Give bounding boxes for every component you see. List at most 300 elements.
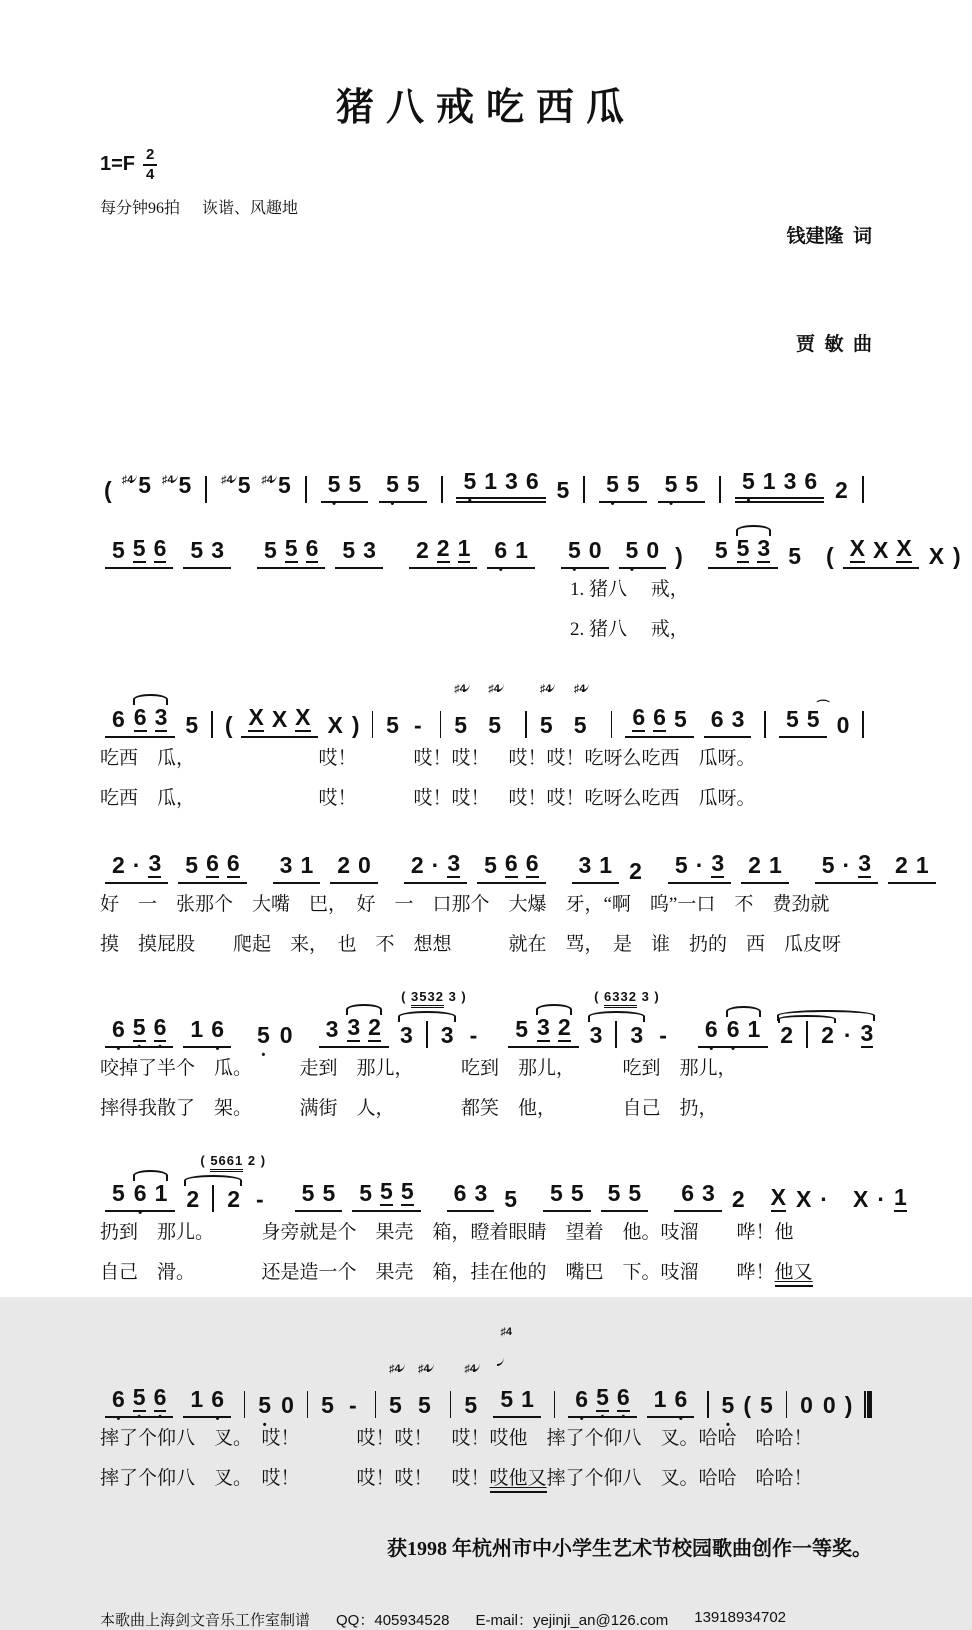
music-symbol: · — [431, 851, 440, 878]
note-number: 5 — [359, 1179, 373, 1206]
note-number: 5 — [628, 1179, 642, 1206]
note-number: 2 — [368, 1013, 381, 1040]
note — [437, 535, 450, 563]
note — [122, 472, 151, 503]
notes-row — [100, 849, 929, 884]
note-number: 0 — [588, 536, 602, 563]
note-number: 1 — [300, 851, 314, 878]
slur-group — [774, 1021, 840, 1048]
note — [380, 1178, 393, 1206]
slur-group — [732, 535, 776, 563]
music-symbol: · — [820, 1185, 828, 1212]
footer — [100, 1609, 872, 1630]
note-number: 6 — [575, 1385, 589, 1412]
note-number: 2 — [410, 851, 424, 878]
note — [568, 537, 581, 563]
note-number: X — [327, 711, 343, 738]
note-number: 6 — [153, 1383, 167, 1410]
note-number: 5 — [673, 705, 687, 732]
lyrics-text: 好 一 张那个 大嘴 巴， 好 一 口那个 大爆 牙，“啊 呜”一口 不 费劲就 — [100, 893, 830, 915]
note-number: 3 — [731, 705, 745, 732]
grace-note: ♯4 — [261, 474, 277, 486]
note — [342, 537, 355, 563]
barline — [611, 711, 613, 738]
note — [133, 535, 146, 563]
note — [441, 1022, 454, 1048]
note — [629, 858, 642, 884]
lyrics-text: 他又 — [775, 1262, 813, 1287]
note — [155, 1180, 168, 1206]
note — [185, 852, 198, 878]
note-number: 5 — [190, 536, 204, 563]
system-7 — [100, 1324, 872, 1498]
note — [526, 468, 539, 494]
note — [386, 712, 399, 738]
note-number: 5 — [664, 470, 678, 497]
note-number: 5 — [263, 536, 277, 563]
note — [837, 712, 850, 738]
note-number: 3 — [757, 534, 771, 561]
note — [285, 535, 298, 563]
time-signature-numerator: 2 — [143, 147, 157, 166]
lyrics-text: 哎他又 — [490, 1468, 547, 1493]
note-number: 5 — [348, 470, 362, 497]
beam-group — [379, 471, 427, 503]
slur-group — [722, 1016, 766, 1042]
slur-group — [773, 1020, 879, 1048]
note-number: 5 — [380, 1177, 393, 1204]
ossia-text: ( — [200, 1152, 211, 1168]
note — [800, 1392, 813, 1418]
note — [322, 1180, 335, 1206]
ossia-annotation — [594, 984, 660, 1010]
note — [363, 537, 376, 563]
note-number: 5 — [606, 470, 619, 497]
note — [628, 1180, 641, 1206]
lyricist-credit: 钱建隆 词 — [786, 226, 872, 248]
note-number: 6 — [112, 1385, 125, 1412]
note-number: 5 — [185, 851, 199, 878]
note — [796, 1186, 811, 1212]
note-number: 5 — [284, 534, 298, 561]
note — [737, 535, 750, 563]
note-number: 1 — [762, 467, 776, 494]
beam-group — [779, 706, 827, 738]
note-number: 5 — [400, 1177, 414, 1204]
note-number: 2 — [227, 1185, 240, 1212]
beam-group — [409, 535, 477, 569]
note — [850, 535, 865, 563]
note — [504, 1186, 517, 1212]
music-symbol: ( — [826, 542, 834, 569]
lyrics-row — [100, 611, 872, 649]
beam-group — [183, 1386, 231, 1418]
note — [727, 1016, 740, 1042]
note — [484, 468, 497, 494]
barline — [719, 476, 721, 503]
note — [715, 537, 728, 563]
note-number: 6 — [704, 1015, 718, 1042]
beam-group — [295, 1180, 343, 1212]
beam-group — [625, 704, 693, 738]
note — [807, 706, 820, 732]
note-number: 5 — [570, 1179, 584, 1206]
beam-group — [456, 468, 545, 503]
footer-studio: 本歌曲上海剑文音乐工作室制谱 — [100, 1611, 311, 1629]
expression-marking: 诙谐、风趣地 — [202, 199, 299, 217]
note-number: 5 — [406, 470, 420, 497]
barline — [806, 1021, 808, 1048]
note — [306, 535, 319, 563]
beam-group — [319, 1014, 389, 1048]
music-symbol: ) — [351, 711, 360, 738]
note — [227, 850, 240, 878]
note-number: 6 — [653, 703, 666, 730]
grace-note: ♯4 — [122, 474, 138, 486]
note — [454, 681, 478, 738]
note-number: 3 — [447, 849, 461, 876]
note — [112, 1386, 125, 1412]
note — [748, 852, 761, 878]
notes-row — [100, 468, 872, 503]
beam-group — [183, 1016, 231, 1048]
barline — [375, 1391, 376, 1418]
note — [227, 1186, 240, 1212]
ossia-text: 3 ) — [443, 988, 467, 1004]
note — [368, 1014, 381, 1042]
note — [358, 852, 371, 878]
note — [206, 850, 219, 878]
beam-group — [178, 850, 246, 884]
beam-group — [561, 537, 609, 569]
key-signature — [100, 147, 316, 183]
note — [685, 471, 698, 497]
ossia-notes: 5661 — [210, 1153, 243, 1172]
beam-group — [647, 1386, 695, 1418]
note-number: 3 — [148, 849, 162, 876]
note-number: 2 — [415, 536, 429, 563]
note-number: X — [873, 536, 889, 563]
barline — [372, 711, 374, 738]
barline — [862, 711, 864, 738]
footer-phone: 13918934702 — [694, 1608, 787, 1626]
note-number: X — [896, 534, 912, 561]
note-number: 6 — [133, 703, 147, 730]
note-number: 2 — [835, 476, 848, 503]
note — [348, 471, 361, 497]
award-note: 获1998 年杭州市中小学生艺术节校园歌曲创作一等奖。 — [387, 1537, 872, 1560]
note — [711, 850, 724, 878]
note-number: 2 — [337, 851, 351, 878]
note-number: X — [849, 534, 866, 561]
music-symbol: - — [348, 1391, 357, 1418]
note-number: 6 — [632, 703, 646, 730]
barline — [525, 711, 527, 738]
barline — [764, 711, 766, 738]
beam-group — [321, 471, 369, 503]
note — [702, 1180, 715, 1206]
music-symbol: ( — [104, 476, 112, 503]
note-number: 0 — [281, 1391, 294, 1418]
lyrics-row — [100, 1460, 872, 1498]
note-number: 5 — [567, 536, 581, 563]
beam-group — [704, 706, 752, 738]
note — [134, 704, 147, 732]
note-number: 5 — [625, 536, 639, 563]
note — [630, 1022, 643, 1048]
note-number: 5 — [327, 470, 341, 497]
note — [447, 850, 460, 878]
note-number: 6 — [153, 534, 167, 561]
note — [822, 852, 835, 878]
note-number: 1 — [653, 1385, 667, 1412]
note — [916, 852, 929, 878]
lyrics-row — [100, 1254, 872, 1292]
grace-note: ♯4 — [464, 1363, 480, 1375]
system-3 — [100, 681, 872, 818]
barline — [426, 1021, 428, 1048]
lyrics-row — [100, 1050, 872, 1088]
beam-group — [543, 1180, 591, 1212]
note-number: 5 — [721, 1391, 735, 1418]
note-number: X — [928, 542, 945, 569]
final-barline — [864, 1391, 872, 1418]
barline — [305, 476, 307, 503]
note — [190, 1016, 203, 1042]
note-number: 1 — [190, 1385, 204, 1412]
page-title: 猪八戒吃西瓜 — [335, 87, 636, 129]
lyrics-text: 摔得我散了 架。 满街 人， 都笑 他， 自己 扔， — [100, 1097, 718, 1119]
grace-note: ♯4 — [488, 683, 504, 695]
note — [521, 1386, 534, 1412]
note-number: 6 — [681, 1179, 695, 1206]
note — [133, 1384, 146, 1412]
note — [416, 537, 429, 563]
lyrics-row — [100, 780, 872, 818]
note-number: 6 — [525, 467, 539, 494]
beam-group — [888, 852, 936, 884]
slur-group — [584, 1021, 650, 1048]
note — [261, 472, 290, 503]
note-number: X — [852, 1185, 869, 1212]
grace-note: ♯4 — [454, 683, 470, 695]
note-number: 6 — [211, 1015, 224, 1042]
note-number: 5 — [714, 536, 728, 563]
note-number: 5 — [785, 705, 799, 732]
note — [617, 1384, 630, 1412]
note — [665, 471, 678, 497]
note — [895, 852, 908, 878]
note-number: 6 — [211, 1385, 224, 1412]
note — [747, 1016, 760, 1042]
note — [221, 472, 250, 503]
note-number: 1 — [915, 851, 929, 878]
lyrics-text: 咬掉了半个 瓜。 走到 那儿， 吃到 那儿， 吃到 那儿， — [100, 1057, 737, 1079]
barline — [244, 1391, 245, 1418]
beam-group — [658, 471, 706, 503]
note-number: 3 — [363, 536, 376, 563]
lyrics-text: 摸 摸屁股 爬起 来， 也 不 想想 就在 骂， 是 谁 扔的 西 瓜皮呀 — [100, 933, 842, 955]
note — [302, 1180, 315, 1206]
note-number: 5 — [322, 1179, 336, 1206]
ossia-text: 3 ) — [636, 988, 660, 1004]
note — [873, 537, 888, 563]
note-number: 6 — [525, 849, 539, 876]
note — [328, 712, 343, 738]
notes-row — [100, 988, 874, 1048]
note — [458, 535, 471, 563]
note-number: 1 — [484, 467, 498, 494]
note-number: 5 — [321, 1391, 334, 1418]
note — [515, 1016, 528, 1042]
tempo-line — [100, 195, 316, 218]
note-number: 3 — [783, 467, 797, 494]
note — [596, 1384, 609, 1412]
lyrics-text: 吃西 瓜， 哎！ 哎！哎！ 哎！哎！吃呀么吃西 瓜呀。 — [100, 787, 756, 809]
barline — [450, 1391, 451, 1418]
lyrics-text: 2. 猪八 戒， — [570, 618, 689, 640]
note-number: 5 — [112, 1179, 125, 1206]
beam-group — [708, 535, 778, 569]
note-number: 5 — [573, 711, 587, 738]
barline — [707, 1391, 708, 1418]
key-tempo-block — [100, 147, 316, 218]
note — [112, 1016, 125, 1042]
note — [771, 1184, 786, 1212]
note-number: 3 — [505, 467, 518, 494]
note — [328, 471, 341, 497]
note — [133, 1014, 146, 1042]
note-number: 5 — [258, 1391, 272, 1418]
note-number: 5 — [138, 471, 151, 498]
note-number: 5 — [821, 851, 835, 878]
tempo-marking: 每分钟96拍 — [100, 199, 181, 217]
note-number: 5 — [806, 705, 820, 732]
note-number: 3 — [630, 1021, 644, 1048]
note — [148, 850, 161, 878]
note — [280, 1022, 293, 1048]
note — [763, 468, 776, 494]
note — [134, 1180, 147, 1206]
note-number: 6 — [494, 536, 508, 563]
note — [389, 1361, 408, 1418]
key-label: 1=F — [100, 153, 136, 176]
note — [627, 471, 640, 497]
note-number: 0 — [646, 536, 660, 563]
note — [606, 471, 619, 497]
note — [853, 1186, 868, 1212]
time-signature-denominator: 4 — [146, 165, 155, 183]
note-number: 6 — [726, 1015, 740, 1042]
note — [823, 1392, 836, 1418]
note — [211, 537, 224, 563]
note-number: 2 — [895, 851, 908, 878]
note — [326, 1016, 339, 1042]
note-number: 3 — [711, 849, 725, 876]
lyrics-row — [100, 740, 872, 778]
note — [418, 1361, 437, 1418]
music-symbol: - — [659, 1021, 667, 1048]
note — [257, 1022, 270, 1048]
note-number: 3 — [537, 1013, 550, 1040]
beam-group — [105, 704, 175, 738]
grace-note: ♯4 — [221, 474, 237, 486]
beam-group — [815, 850, 878, 884]
note-number: 3 — [279, 851, 293, 878]
beam-group — [668, 850, 731, 884]
note-number: 6 — [153, 1013, 167, 1040]
note-number: 0 — [822, 1391, 836, 1418]
note-number: 3 — [858, 849, 872, 876]
note — [571, 1180, 584, 1206]
note-number: 5 — [454, 711, 468, 738]
note — [400, 1022, 413, 1048]
note-number: 5 — [237, 471, 251, 498]
note-number: 2 — [436, 534, 450, 561]
note — [359, 1180, 372, 1206]
beam-group — [404, 850, 467, 884]
note-number: 5 — [741, 467, 755, 494]
system-2 — [100, 534, 961, 649]
beam-group — [105, 1384, 173, 1418]
beam-group — [477, 850, 545, 884]
barline — [554, 1391, 555, 1418]
music-symbol: · — [132, 851, 141, 878]
beam-group — [698, 1016, 768, 1048]
lyrics-row — [100, 1090, 872, 1128]
note — [894, 1184, 907, 1212]
note-number: 5 — [463, 467, 477, 494]
note — [112, 537, 125, 563]
barline — [205, 476, 207, 503]
note — [896, 535, 911, 563]
music-symbol: ) — [953, 542, 961, 569]
barline — [441, 476, 443, 503]
note-number: 5 — [550, 1179, 563, 1206]
barline — [786, 1391, 787, 1418]
note — [190, 1386, 203, 1412]
barline — [212, 1185, 214, 1212]
note — [674, 706, 687, 732]
note — [574, 681, 598, 738]
beam-group — [599, 471, 647, 503]
lyrics-text: 吃西 瓜， 哎！ 哎！哎！ 哎！哎！吃呀么吃西 瓜呀。 — [100, 747, 756, 769]
note-number: 0 — [800, 1391, 813, 1418]
note-number: 3 — [578, 851, 592, 878]
note-number: 5 — [464, 1391, 478, 1418]
note-number: 5 — [788, 542, 801, 569]
system-4 — [100, 849, 929, 964]
note-number: 2 — [629, 857, 642, 884]
note-number: X — [795, 1185, 812, 1212]
note — [784, 468, 797, 494]
note-number: 6 — [226, 849, 240, 876]
barline — [583, 476, 585, 503]
beam-group — [508, 1014, 578, 1048]
beam-group — [352, 1178, 420, 1212]
note-number: 6 — [710, 705, 724, 732]
lyrics-row — [100, 1214, 872, 1252]
note-number: 2 — [112, 851, 125, 878]
beam-group — [105, 1014, 173, 1048]
note — [742, 468, 755, 494]
grace-note: ♯4 — [389, 1363, 405, 1375]
note — [722, 1392, 735, 1418]
note — [599, 852, 612, 878]
note-number: 6 — [674, 1385, 688, 1412]
note-number: 5 — [301, 1179, 315, 1206]
note — [264, 537, 277, 563]
